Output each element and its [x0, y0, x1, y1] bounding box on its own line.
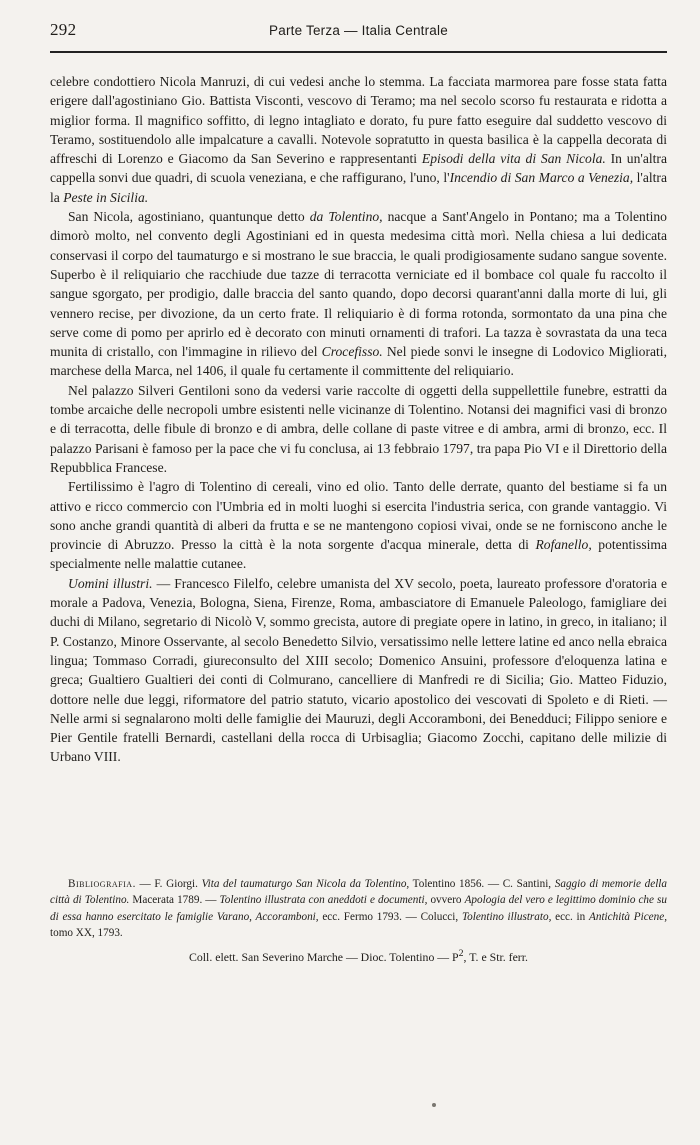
text-run: celebre condottiero Nicola Manruzi, di cui vedesi anche lo stemma. La facciata marmorea pare fosse stata fatta erigere dall'agostiniano Gio. Battista Visconti, vescovo di Teramo; ma nel secolo scorso fu restaurata e ridotta a miglior forma. Il magnifico soffitto, di legno intagliato e dorato, fu pure fatto eseguire dal suddetto vescovo di Teramo, sostituendolo alle impalcature a cavalli. Notevole sopratutto in questa basilica è la cappella decorata di affreschi di Lorenzo e Giacomo da San Severino e rappresentanti	[50, 74, 667, 167]
stray-mark	[432, 1103, 436, 1107]
italic-text: Peste in Sicilia.	[63, 189, 149, 205]
text-run: Tolentino 1856. — C. Santini,	[409, 878, 555, 890]
italic-text: Tolentino illustrata con aneddoti e documenti,	[219, 894, 428, 907]
italic-text: Episodi della vita di San Nicola.	[421, 151, 606, 167]
paragraph	[50, 574, 667, 767]
italic-text: Tolentino illustrato,	[461, 910, 552, 923]
italic-text: da Tolentino,	[309, 209, 383, 225]
text-run: nacque a Sant'Angelo in Pontano; ma a Tolentino dimorò molto, nel convento degli Agostiniani ed in questa medesima città morì. Nella chiesa a lui dedicata conservasi il corpo del taumaturgo e si mostrano le sue braccia, le quali prodigiosamente sudano sangue sovente. Superbo è il reliquiario che racchiude due tazze di terracotta verniciate ed il bombace col quale fu raccolto il sangue sgorgato, per prodigio, dalle braccia del santo quando, dopo decorsi quarant'anni dalla morte di lui, gli vennero recise, per divozione, da un certo frate. Il reliquiario è di forma rotonda, sormontato da una pina che serve come di pomo per aprirlo ed è decorato con minuti ornamenti di trafori. La tazza è sovrastata da una teca munita di cristallo, con l'immagine in rilievo del	[50, 209, 667, 360]
text-run: Nel piede sonvi le insegne di Lodovico Migliorati, marchese della Marca, nel 1406, il quale fu certamente il committente del reliquiario.	[50, 344, 667, 379]
bibliography-paragraph	[50, 876, 667, 941]
text-run: ovvero	[427, 894, 465, 907]
page-number: 292	[50, 20, 77, 39]
small-caps-label: Bibliografia.	[68, 878, 136, 890]
running-title: Parte Terza — Italia Centrale	[269, 23, 448, 38]
text-run: In un'altra cappella sonvi due quadri, di scuola veneziana, e che raffigurano, l'uno, l'	[50, 151, 667, 186]
paragraph	[50, 477, 667, 573]
superscript: 2	[458, 948, 464, 959]
bibliography	[50, 876, 667, 941]
text-run: l'altra la	[50, 170, 667, 205]
text-run: Fertilissimo è l'agro di Tolentino di cereali, vino ed olio. Tanto delle derrate, quanto del bestiame si fa un attivo e ricco commercio con l'Umbria ed in molti luoghi si esercita l'industria serica, con grande vantaggio. Vi sono anche grandi quantità di alberi da frutta e se ne mantengono copiosi vivai, onde se ne forniscono anche le provincie di Abruzzo. Presso la città è la nota sorgente d'acqua minerale, detta di	[50, 479, 667, 553]
text-run: Macerata 1789. —	[129, 894, 220, 907]
page-header	[50, 20, 667, 48]
italic-text: Antichità Picene,	[589, 910, 668, 923]
electoral-info-text: Coll. elett. San Severino Marche — Dioc. Tolentino — P	[189, 949, 459, 964]
text-run: Nel palazzo Silveri Gentiloni sono da vedersi varie raccolte di oggetti della suppellettile funebre, estratti da tombe arcaiche delle necropoli umbre esistenti nelle vicinanze di Tolentino. Notansi dei magnifici vasi di bronzo e di terracotta, delle fibule di bronzo e di ambra, delle collane di paste vitree e di ambra, armi di bronzo, ecc. Il palazzo Parisani è famoso per la pace che vi fu conclusa, ai 13 febbraio 1797, tra papa Pio VI e il Direttorio della Repubblica Francese.	[50, 382, 667, 475]
italic-text: Vita del taumaturgo San Nicola da Tolentino,	[201, 878, 410, 890]
italic-text: Rofanello,	[535, 537, 592, 553]
text-run: — Francesco Filelfo, celebre umanista del XV secolo, poeta, laureato professore d'oratoria e morale a Padova, Venezia, Bologna, Siena, Firenze, Roma, ambasciatore di Emanuele Paleologo, famigliare dei duchi di Milano, segretario di Nicolò V, sommo grecista, autore di pregiate opere in latino, in greco, in italiano; il P. Costanzo, Minore Osservante, al secolo Benedetto Silvio, versatissimo nelle lettere latine ed anco nella ebraica lingua; Tommaso Corradi, giureconsulto del XIII secolo; Domenico Ansuini, professore d'eloquenza latina e greca; Gualtiero Gualtieri dei conti di Colmurano, cancelliere di Manfredi re di Sicilia; Gio. Matteo Fiduzio, dottore nelle due leggi, riformatore del patrio statuto, vicario apostolico dei vescovati di Spoleto e di Rieti. — Nelle armi si segnalarono molti delle famiglie dei Mauruzi, degli Accoramboni, dei Benedduci; Filippo seniore e Pier Gentile fratelli Bernardi, castellani della rocca di Urbisaglia; Giacomo Zocchi, capitano delle milizie di Urbano VIII.	[50, 575, 667, 765]
italic-text: Saggio di memorie della città di Tolentino.	[50, 878, 668, 907]
text-run: tomo XX, 1793.	[50, 926, 123, 939]
italic-text: Crocefisso.	[321, 344, 383, 360]
electoral-info-tail: , T. e Str. ferr.	[463, 949, 528, 964]
text-run: ecc. in	[551, 910, 590, 923]
italic-text: Uomini illustri.	[68, 575, 153, 591]
paragraph	[50, 72, 667, 207]
header-rule	[50, 51, 667, 53]
text-run: — F. Giorgi.	[135, 878, 202, 890]
italic-text: Incendio di San Marco a Venezia,	[449, 170, 634, 186]
text-run: potentissima specialmente nelle malattie cutanee.	[50, 537, 668, 572]
italic-text: Apologia del vero e legittimo dominio che su di essa hanno esercitato le famiglie Varano, Accoramboni,	[50, 894, 667, 923]
main-text	[50, 72, 667, 767]
paragraph	[50, 381, 667, 477]
paragraph	[50, 207, 667, 381]
text-run: San Nicola, agostiniano, quantunque detto	[68, 209, 310, 225]
text-run: ecc. Fermo 1793. — Colucci,	[318, 910, 462, 923]
electoral-info	[50, 948, 667, 965]
